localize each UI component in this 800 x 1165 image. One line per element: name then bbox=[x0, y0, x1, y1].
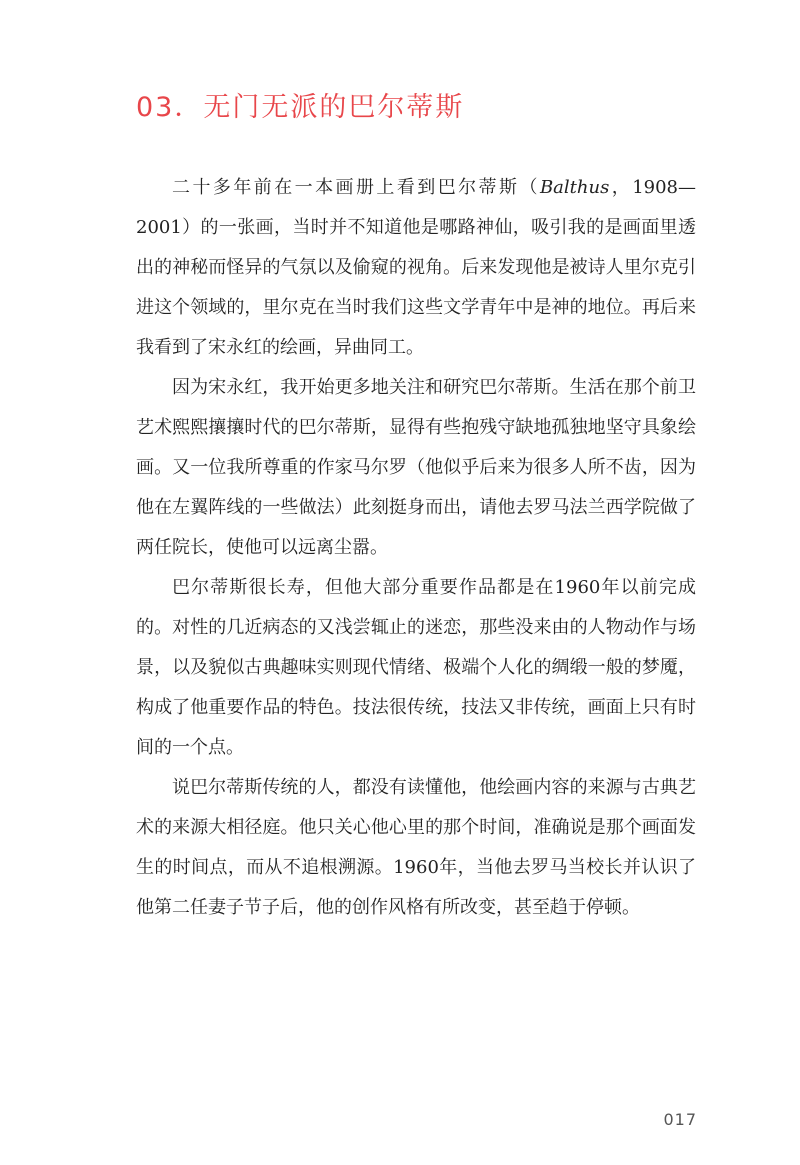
paragraph-1-latin-name: Balthus bbox=[539, 177, 610, 198]
chapter-title: 03．无门无派的巴尔蒂斯 bbox=[136, 92, 465, 123]
body-text bbox=[136, 168, 696, 928]
paragraph-3: 巴尔蒂斯很长寿，但他大部分重要作品都是在1960年以前完成的。对性的几近病态的又浅尝辄止的迷恋，那些没来由的人物动作与场景，以及貌似古典趣味实则现代情绪、极端个人化的绸缎一般的梦魇，构成了他重要作品的特色。技法很传统，技法又非传统，画面上只有时间的一个点。 bbox=[136, 577, 696, 758]
paragraph-4: 说巴尔蒂斯传统的人，都没有读懂他，他绘画内容的来源与古典艺术的来源大相径庭。他只关心他心里的那个时间，准确说是那个画面发生的时间点，而从不追根溯源。1960年，当他去罗马当校长并认识了他第二任妻子节子后，他的创作风格有所改变，甚至趋于停顿。 bbox=[136, 777, 696, 918]
paragraph-1-text-before: 二十多年前在一本画册上看到巴尔蒂斯（ bbox=[172, 177, 540, 198]
paragraph-2: 因为宋永红，我开始更多地关注和研究巴尔蒂斯。生活在那个前卫艺术熙熙攘攘时代的巴尔蒂斯，显得有些抱残守缺地孤独地坚守具象绘画。又一位我所尊重的作家马尔罗（他似乎后来为很多人所不齿，因为他在左翼阵线的一些做法）此刻挺身而出，请他去罗马法兰西学院做了两任院长，使他可以远离尘嚣。 bbox=[136, 377, 696, 558]
paragraph-1-text-after: ，1908—2001）的一张画，当时并不知道他是哪路神仙，吸引我的是画面里透出的神秘而怪异的气氛以及偷窥的视角。后来发现他是被诗人里尔克引进这个领域的，里尔克在当时我们这些文学青年中是神的地位。再后来我看到了宋永红的绘画，异曲同工。 bbox=[136, 177, 697, 358]
page-number: 017 bbox=[663, 1110, 697, 1129]
paragraph-1 bbox=[136, 168, 696, 368]
